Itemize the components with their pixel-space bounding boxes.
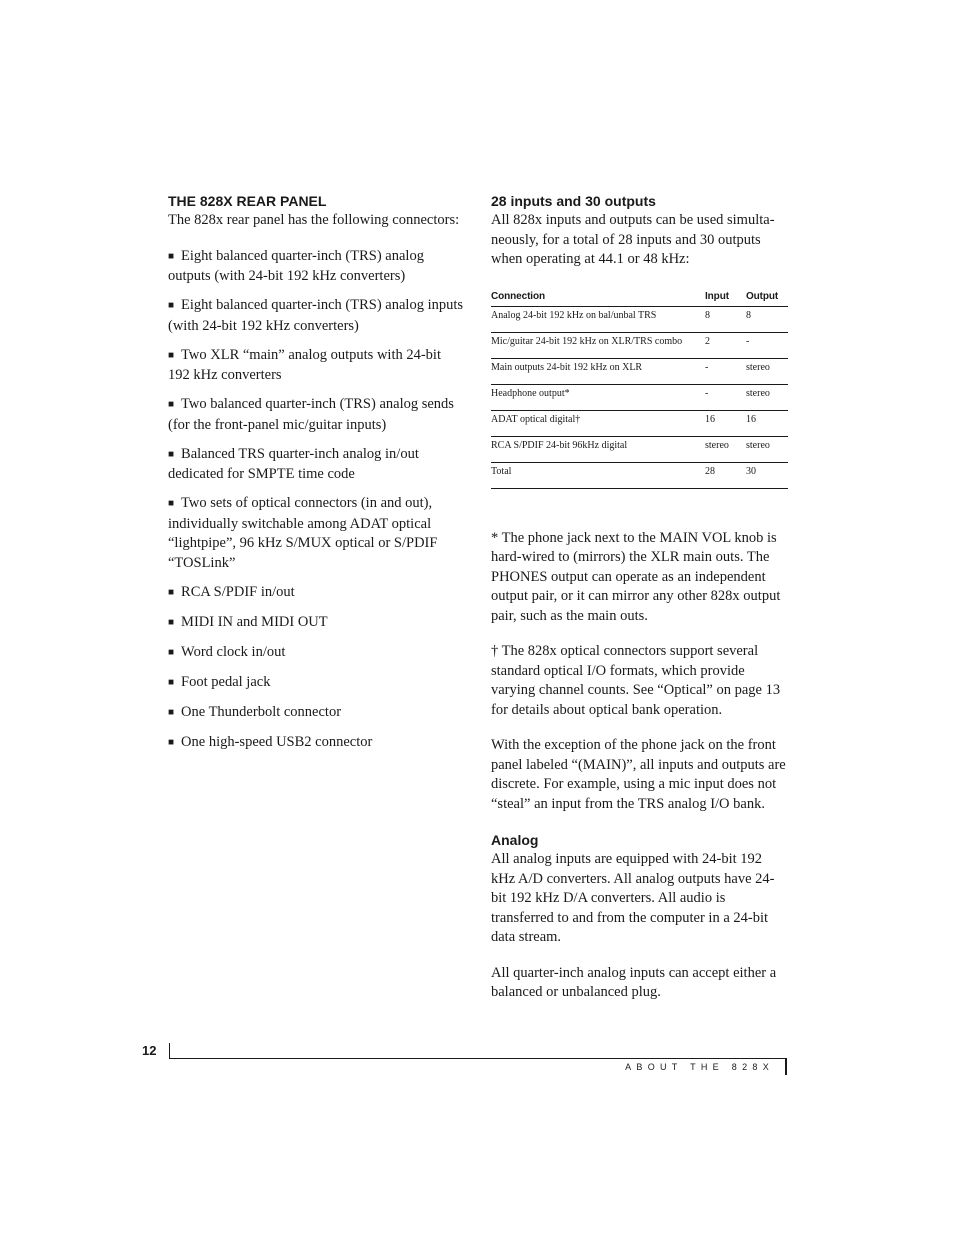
table-cell: 2	[705, 332, 746, 358]
column-header-input: Input	[705, 287, 746, 307]
bullet-square-icon: ■	[168, 250, 175, 262]
bullet-square-icon: ■	[168, 676, 175, 688]
bullet-square-icon: ■	[168, 586, 175, 598]
analog-paragraph-2: All quarter-inch analog inputs can accept either a balanced or unbalanced plug.	[491, 964, 777, 1000]
list-item: ■ Word clock in/out	[168, 643, 286, 660]
footnote-headphone: * The phone jack next to the MAIN VOL knob is hard-wired to (mirrors) the XLR main outs. The PHONES output can operate as an independent output pair, or it can mirror any other 828x output pair, such as the main outs.	[491, 529, 781, 624]
analog-paragraph-1: All analog inputs are equipped with 24-bit 192 kHz A/D converters. All analog outputs have 24-bit 192 kHz D/A converters. All audio is transferred to and from the computer in a 24-bit data stream.	[491, 851, 775, 945]
bullet-square-icon: ■	[168, 300, 175, 311]
table-cell: 8	[705, 306, 746, 332]
list-item: ■ Two sets of optical connectors (in and out), individually switchable among ADAT optical “lightpipe”, 96 kHz S/MUX optical or S/PDIF “TOSLink”	[168, 495, 438, 571]
rear-panel-intro: The 828x rear panel has the following connectors:	[168, 212, 460, 228]
right-column	[491, 192, 788, 1003]
bullet-square-icon: ■	[168, 616, 175, 628]
footer-right-tick	[785, 1058, 787, 1075]
running-footer-chapter: ABOUT THE 828X	[625, 1062, 774, 1072]
table-cell: 16	[705, 410, 746, 436]
table-row	[491, 306, 788, 332]
section-heading-io: 28 inputs and 30 outputs	[491, 193, 656, 209]
footer-rule	[169, 1058, 786, 1059]
bullet-square-icon: ■	[168, 498, 175, 509]
table-row	[491, 332, 788, 358]
table-row	[491, 410, 788, 436]
table-row-total	[491, 462, 788, 488]
table-cell: Analog 24-bit 192 kHz on bal/unbal TRS	[491, 306, 705, 332]
table-row	[491, 358, 788, 384]
list-item: ■ Foot pedal jack	[168, 673, 271, 690]
io-intro: All 828x inputs and outputs can be used simulta-neously, for a total of 28 inputs and 30 outputs when operating at 44.1 or 48 kHz:	[491, 212, 775, 267]
io-table	[491, 287, 788, 489]
table-cell: -	[705, 384, 746, 410]
table-header-row	[491, 287, 788, 307]
table-row	[491, 436, 788, 462]
table-cell: stereo	[746, 436, 788, 462]
table-cell: ADAT optical digital†	[491, 410, 705, 436]
table-cell: 8	[746, 306, 788, 332]
table-cell: -	[705, 358, 746, 384]
list-item: ■ One high-speed USB2 connector	[168, 733, 373, 750]
column-header-connection: Connection	[491, 287, 705, 307]
table-cell: stereo	[705, 436, 746, 462]
table-cell: stereo	[746, 384, 788, 410]
list-item: ■ Eight balanced quarter-inch (TRS) analog inputs (with 24-bit 192 kHz converters)	[168, 297, 464, 334]
bullet-square-icon: ■	[168, 646, 175, 658]
table-cell: Main outputs 24-bit 192 kHz on XLR	[491, 358, 705, 384]
left-column	[168, 192, 464, 763]
footnote-optical: † The 828x optical connectors support several standard optical I/O formats, which provide varying channel counts. See “Optical” on page 13 for details about optical bank operation.	[491, 643, 781, 718]
bullet-square-icon: ■	[168, 706, 175, 718]
list-item: ■ MIDI IN and MIDI OUT	[168, 613, 328, 630]
page-number: 12	[142, 1043, 157, 1058]
table-cell: Mic/guitar 24-bit 192 kHz on XLR/TRS combo	[491, 332, 705, 358]
bullet-square-icon: ■	[168, 349, 175, 361]
exception-paragraph: With the exception of the phone jack on the front panel labeled “(MAIN)”, all inputs and outputs are discrete. For example, using a mic input does not “steal” an input from the TRS analog I/O bank.	[491, 737, 786, 812]
list-item: ■ Balanced TRS quarter-inch analog in/out dedicated for SMPTE time code	[168, 445, 419, 482]
bullet-square-icon: ■	[168, 736, 175, 748]
table-cell: Total	[491, 462, 705, 488]
table-cell: 28	[705, 462, 746, 488]
list-item: ■ Eight balanced quarter-inch (TRS) analog outputs (with 24-bit 192 kHz converters)	[168, 247, 424, 284]
table-cell: Headphone output*	[491, 384, 705, 410]
table-cell: stereo	[746, 358, 788, 384]
bullet-square-icon: ■	[168, 399, 175, 410]
list-item: ■ One Thunderbolt connector	[168, 703, 342, 720]
table-cell: RCA S/PDIF 24-bit 96kHz digital	[491, 436, 705, 462]
bullet-square-icon: ■	[168, 448, 175, 460]
list-item: ■ Two balanced quarter-inch (TRS) analog sends (for the front-panel mic/guitar inputs)	[168, 396, 454, 433]
section-heading-rear-panel: THE 828X REAR PANEL	[168, 193, 327, 209]
connector-list	[168, 247, 464, 754]
footer-left-tick	[169, 1043, 170, 1059]
table-row	[491, 384, 788, 410]
column-header-output: Output	[746, 287, 788, 307]
list-item: ■ RCA S/PDIF in/out	[168, 583, 295, 600]
table-cell: 16	[746, 410, 788, 436]
list-item: ■ Two XLR “main” analog outputs with 24-bit 192 kHz converters	[168, 346, 441, 383]
table-cell: -	[746, 332, 788, 358]
subheading-analog: Analog	[491, 832, 539, 848]
table-cell: 30	[746, 462, 788, 488]
